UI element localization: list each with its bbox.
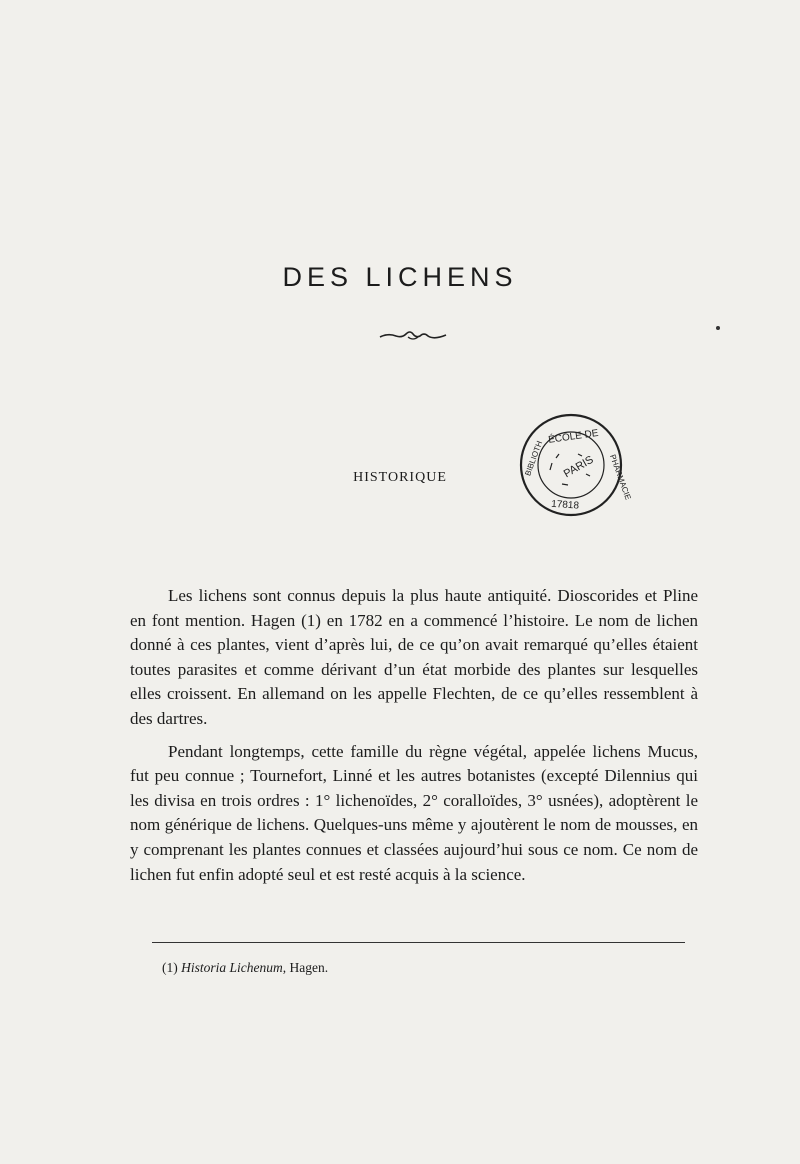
svg-text:17818: 17818 [550,498,580,512]
svg-text:PARIS: PARIS [561,453,596,481]
ornament-divider [378,328,448,344]
footnote [162,960,328,976]
page-title: DES LICHENS [282,262,518,292]
paragraph-1: Les lichens sont connus depuis la plus haute antiquité. Dioscorides et Pline en font mention. Hagen (1) en 1782 en a commencé l’histoire. Le nom de lichen donné à ces plantes, vient d’après lui, de ce qu’on avait remarqué qu’elles étaient toutes parasites et comme dérivant d’un état morbide des plantes sur lesquelles elles croissent. En allemand on les appelle Flechten, de ce qu’elles ressemblent à des dartres. [130,586,698,728]
section-heading: HISTORIQUE [353,470,447,485]
main-text [130,584,698,895]
svg-text:PHARMACIE: PHARMACIE [607,453,633,502]
speck-mark [716,326,720,330]
library-stamp [516,410,633,520]
paragraph-2: Pendant longtemps, cette famille du règne végétal, appelée lichens Mucus, fut peu connue ; Tournefort, Linné et les autres botanistes (excepté Dilennius qui les divisa en trois ordres : 1° lichenoïdes, 2° coralloïdes, 3° usnées), adoptèrent le nom générique de lichens. Quelques-uns même y ajoutèrent le nom de mousses, en y comprenant les plantes connues et classées aujourd’hui sous ce nom. Ce nom de lichen fut enfin adopté seul et est resté acquis à la science. [130,741,698,884]
footnote-author: , Hagen. [282,960,329,975]
footnote-work: Historia Lichenum [181,960,283,975]
svg-text:ÉCOLE DE: ÉCOLE DE [547,427,600,446]
footnote-marker: (1) [162,960,178,975]
svg-text:BIBLIOTH: BIBLIOTH [523,439,545,478]
footnote-rule [152,942,685,943]
